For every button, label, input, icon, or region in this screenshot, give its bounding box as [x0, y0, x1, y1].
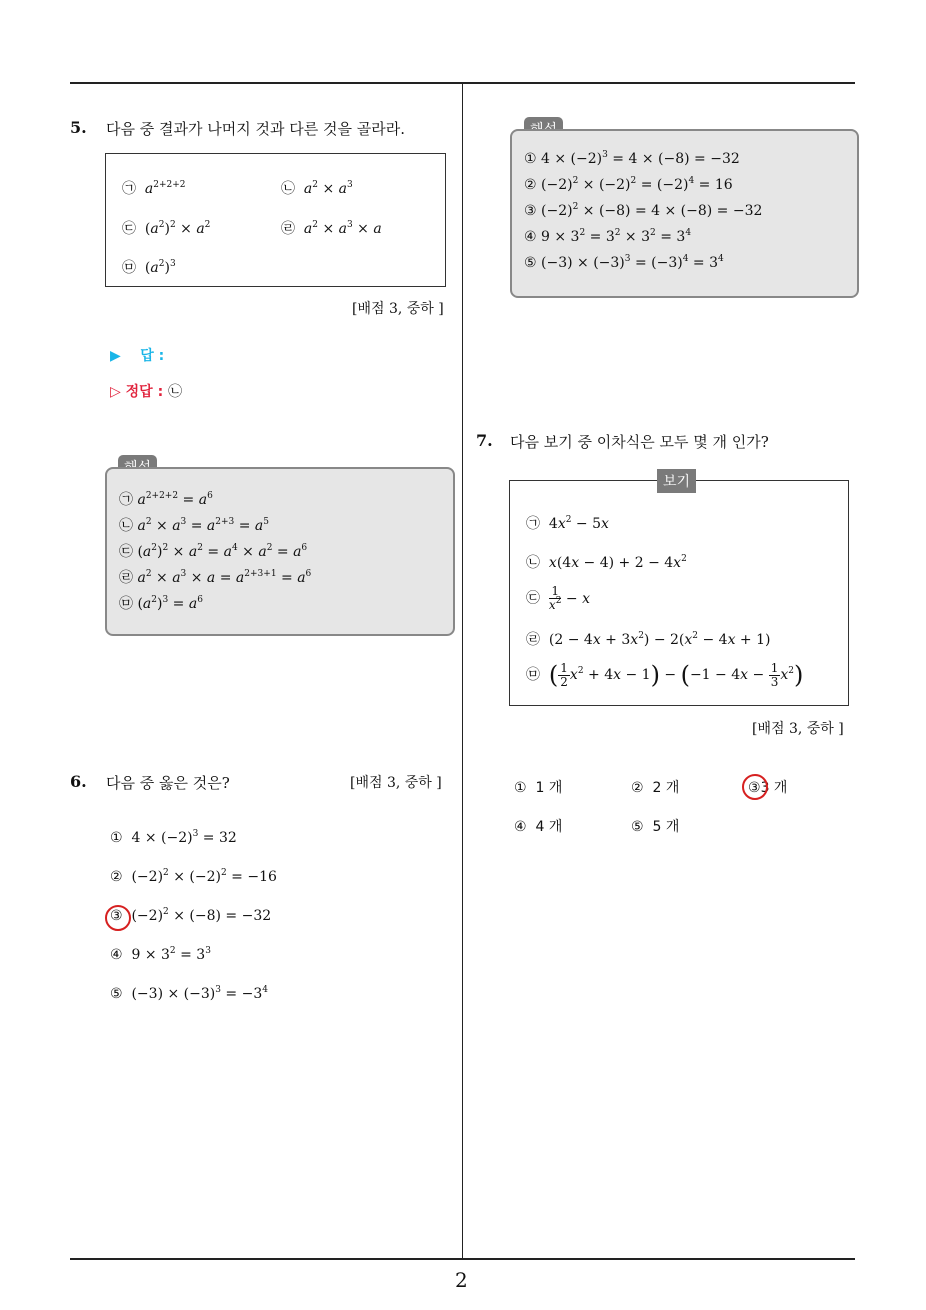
q7-option-1[interactable]	[514, 777, 562, 797]
q6-option-2[interactable]: ② $(-2)^2 \times (-2)^2 = -16$	[110, 868, 277, 885]
q7-mark-d: ㉣	[526, 632, 540, 648]
q5-mark-d: ㉣	[281, 221, 295, 237]
q7-option-2[interactable]	[631, 777, 679, 797]
q5-mark-b: ㉡	[281, 181, 295, 197]
q5-mark-a: ㉠	[122, 181, 136, 197]
q7-opt-label-1: 1 개	[535, 780, 563, 796]
q6-option-1[interactable]: ① $4 \times (-2)^3 = 32$	[110, 829, 237, 846]
q6-sol-mark-1: ①	[524, 151, 537, 167]
q7-option-4[interactable]	[514, 816, 562, 836]
q7-number: 7.	[476, 431, 493, 450]
q5-choice-b: ㉡ $a^2 \times a^3$	[281, 180, 353, 197]
q6-sol-line-4: ④ $9 \times 3^2 = 3^2 \times 3^2 = 3^4$	[524, 228, 692, 245]
q7-example-box	[509, 480, 849, 706]
q5-sol-line-4: ㉣ $a^2 \times a^3 \times a = a^{2+3+1} = a^6$	[119, 569, 312, 586]
q5-choice-a: ㉠ $a^{2+2+2}$	[122, 180, 186, 197]
q6-selected-circle-icon	[105, 905, 131, 931]
q6-mark-5: ⑤	[110, 986, 123, 1002]
q5-choice-box	[105, 153, 446, 287]
q5-sol-mark-5: ㉤	[119, 596, 133, 612]
q7-text: 다음 보기 중 이차식은 모두 몇 개 인가?	[510, 433, 769, 451]
q5-mark-c: ㉢	[122, 221, 136, 237]
q5-sol-line-2: ㉡ $a^2 \times a^3 = a^{2+3} = a^5$	[119, 517, 270, 534]
q6-sol-line-2: ② $(-2)^2 \times (-2)^2 = (-2)^4 = 16$	[524, 176, 733, 193]
q5-correct-label: 정답 :	[125, 384, 164, 400]
q6-solution-box	[510, 129, 859, 298]
q7-score: [배점 3, 중하 ]	[752, 721, 844, 737]
q7-selected-circle-icon	[742, 774, 768, 800]
q7-opt-mark-4: ④	[514, 819, 527, 835]
q7-opt-mark-2: ②	[631, 780, 644, 796]
q5-sol-line-3: ㉢ $(a^2)^2 \times a^2 = a^4 \times a^2 = a^6$	[119, 543, 308, 560]
q5-mark-e: ㉤	[122, 260, 136, 276]
q7-opt-mark-3: ③	[748, 780, 761, 796]
q7-opt-label-2: 2 개	[652, 780, 680, 796]
q5-sol-mark-4: ㉣	[119, 570, 133, 586]
q5-sol-mark-1: ㉠	[119, 492, 133, 508]
q6-text: 다음 중 옳은 것은?	[106, 774, 230, 792]
q6-mark-4: ④	[110, 947, 123, 963]
q5-choice-c: ㉢ $(a^2)^2 \times a^2$	[122, 220, 211, 237]
q7-opt-label-3: 3 개	[760, 780, 788, 796]
q7-item-a: ㉠ $4x^2 - 5x$	[526, 515, 609, 532]
q5-sol-mark-3: ㉢	[119, 544, 133, 560]
page-number: 2	[455, 1268, 468, 1292]
q7-item-d: ㉣ $(2 - 4x + 3x^2) - 2(x^2 - 4x + 1)$	[526, 631, 771, 648]
q5-answer-row	[110, 345, 164, 365]
q7-mark-b: ㉡	[526, 555, 540, 571]
q7-item-c: ㉢ $\frac{1}{x^2}$ − x	[526, 584, 590, 612]
play-arrow-icon: ▶	[110, 348, 121, 364]
q5-choice-e: ㉤ $(a^2)^3$	[122, 259, 176, 276]
q6-mark-1: ①	[110, 830, 123, 846]
q6-sol-mark-3: ③	[524, 203, 537, 219]
q6-mark-2: ②	[110, 869, 123, 885]
q7-opt-mark-5: ⑤	[631, 819, 644, 835]
q5-sol-mark-2: ㉡	[119, 518, 133, 534]
q5-correct-row	[110, 381, 182, 401]
q6-sol-mark-5: ⑤	[524, 255, 537, 271]
q5-choice-d: ㉣ $a^2 \times a^3 \times a$	[281, 220, 382, 237]
outline-arrow-icon: ▷	[110, 384, 121, 400]
q6-option-5[interactable]: ⑤ $(-3) \times (-3)^3 = -3^4$	[110, 985, 268, 1002]
q7-opt-label-4: 4 개	[535, 819, 563, 835]
q6-score: [배점 3, 중하 ]	[350, 775, 442, 791]
q6-option-3[interactable]: ③ $(-2)^2 \times (-8) = -32$	[110, 907, 272, 924]
q6-number: 6.	[70, 772, 87, 791]
q7-option-5[interactable]	[631, 816, 679, 836]
q5-solution-box	[105, 467, 455, 636]
q7-mark-e: ㉤	[526, 667, 540, 683]
bottom-rule	[70, 1258, 855, 1260]
q7-item-b: ㉡ $x(4x - 4) + 2 - 4x^2$	[526, 554, 687, 571]
q7-item-e: ㉤ ( $\frac{1}{2}$ $x^2 + 4x - 1) - (-1 - 4x$ − $\frac{1}{3}$ $x^2$)	[526, 660, 804, 689]
q5-score: [배점 3, 중하 ]	[352, 301, 444, 317]
q6-sol-line-1: ① $4 \times (-2)^3 = 4 \times (-8) = -32$	[524, 150, 740, 167]
column-divider	[462, 82, 463, 1260]
q6-sol-line-3: ③ $(-2)^2 \times (-8) = 4 \times (-8) = -32$	[524, 202, 763, 219]
q7-mark-c: ㉢	[526, 590, 540, 607]
q7-mark-a: ㉠	[526, 516, 540, 532]
q6-sol-line-5: ⑤ $(-3) \times (-3)^3 = (-3)^4 = 3^4$	[524, 254, 724, 271]
q5-sol-line-5: ㉤ $(a^2)^3 = a^6$	[119, 595, 203, 612]
q6-sol-mark-2: ②	[524, 177, 537, 193]
q6-mark-3: ③	[110, 908, 123, 924]
q5-number: 5.	[70, 118, 87, 137]
q5-correct-value: ㉡	[168, 384, 183, 400]
q5-sol-line-1: ㉠ $a^{2+2+2} = a^6$	[119, 491, 213, 508]
q5-text: 다음 중 결과가 나머지 것과 다른 것을 골라라.	[106, 120, 405, 138]
q7-opt-mark-1: ①	[514, 780, 527, 796]
q6-sol-mark-4: ④	[524, 229, 537, 245]
q7-box-tag: 보기	[657, 469, 696, 493]
q5-answer-label[interactable]: 답 :	[140, 348, 165, 364]
q7-opt-label-5: 5 개	[652, 819, 680, 835]
q6-option-4[interactable]: ④ $9 \times 3^2 = 3^3$	[110, 946, 211, 963]
